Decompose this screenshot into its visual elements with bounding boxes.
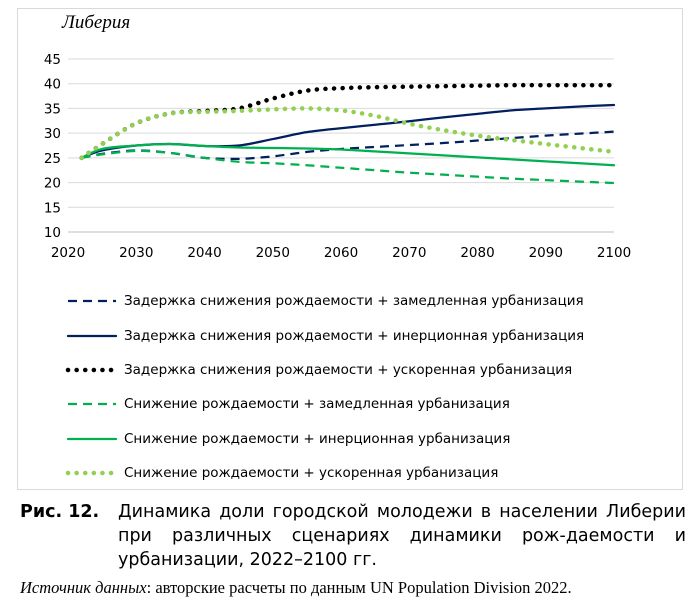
x-tick-label: 2080 <box>460 245 495 261</box>
y-tick-label: 25 <box>43 150 61 167</box>
legend-label: Снижение рождаемости + замедленная урбанизация <box>124 396 510 413</box>
legend-swatch <box>62 364 120 376</box>
source-note <box>20 578 572 598</box>
x-tick-label: 2060 <box>323 245 359 261</box>
chart-title: Либерия <box>62 12 131 33</box>
source-text: : авторские расчеты по данным UN Population Division 2022. <box>146 578 572 597</box>
figure-number: Рис. 12. <box>20 502 100 522</box>
legend-item <box>62 422 662 456</box>
x-tick-label: 2030 <box>119 245 154 261</box>
series-line-4 <box>82 151 614 183</box>
series-line-5 <box>82 144 614 165</box>
legend-label: Задержка снижения рождаемости + инерционная урбанизация <box>124 327 585 344</box>
legend-swatch <box>62 467 120 479</box>
x-tick-label: 2100 <box>596 245 632 261</box>
y-tick-label: 10 <box>43 225 61 241</box>
figure-caption-text: Динамика доли городской молодежи в населении Либерии при различных сценариях динамики рож-даемости и урбанизации, 2022–2100 гг. <box>118 502 686 570</box>
y-tick-label: 35 <box>43 101 61 118</box>
legend-swatch <box>62 398 120 410</box>
legend-label: Снижение рождаемости + инерционная урбанизация <box>124 430 511 447</box>
x-tick-label: 2070 <box>392 245 427 261</box>
y-tick-label: 15 <box>43 200 61 217</box>
legend-label: Задержка снижения рождаемости + ускоренная урбанизация <box>124 361 573 378</box>
legend-item <box>62 284 662 318</box>
x-tick-label: 2090 <box>528 245 563 261</box>
legend-swatch <box>62 330 120 342</box>
x-tick-label: 2040 <box>187 245 222 261</box>
y-tick-label: 30 <box>43 126 61 143</box>
x-tick-label: 2050 <box>255 245 290 261</box>
y-tick-label: 45 <box>43 52 61 68</box>
line-chart <box>0 0 692 280</box>
legend-swatch <box>62 295 120 307</box>
legend-label: Снижение рождаемости + ускоренная урбанизация <box>124 465 499 482</box>
legend-label: Задержка снижения рождаемости + замедленная урбанизация <box>124 293 584 310</box>
source-label: Источник данных <box>20 578 147 597</box>
y-tick-label: 20 <box>43 175 61 192</box>
legend-item <box>62 318 662 352</box>
x-tick-label: 2020 <box>50 245 86 261</box>
legend-swatch <box>62 433 120 445</box>
legend-item <box>62 387 662 421</box>
legend <box>62 284 662 490</box>
legend-item <box>62 456 662 490</box>
legend-item <box>62 353 662 387</box>
series-line-1 <box>82 132 614 159</box>
series-line-3 <box>82 85 614 158</box>
y-tick-label: 40 <box>43 76 61 93</box>
